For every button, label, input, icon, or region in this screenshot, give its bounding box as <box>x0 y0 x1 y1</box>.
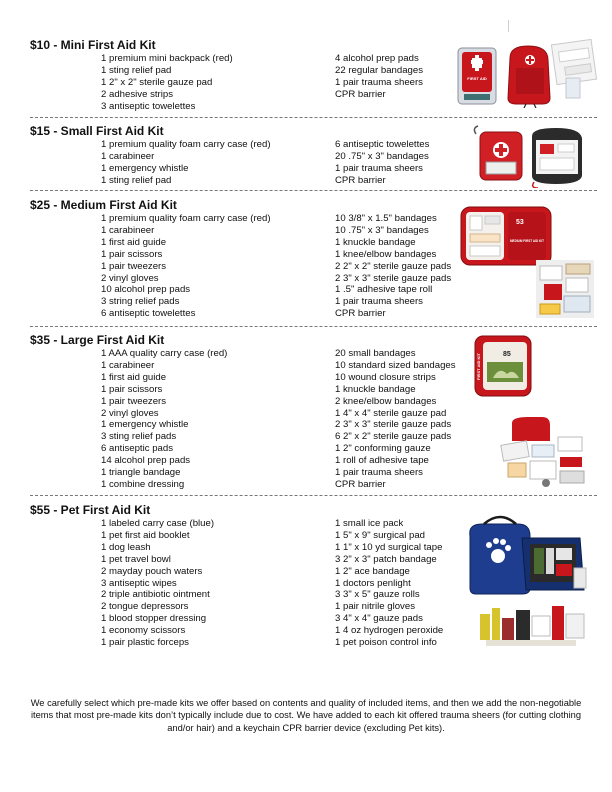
list-item: 1 blood stopper dressing <box>101 613 207 625</box>
list-item: 1 pair trauma sheers <box>335 467 423 479</box>
kit-title: $10 - Mini First Aid Kit <box>30 38 156 52</box>
list-item: 4 alcohol prep pads <box>335 53 419 64</box>
list-item: 1 4" x 4" sterile gauze pad <box>335 407 447 419</box>
page-marker <box>508 20 509 32</box>
list-item: 1 pair trauma sheers <box>335 76 423 88</box>
list-item: 1 2" x 2" sterile gauze pad <box>101 76 213 88</box>
list-item: 20 small bandages <box>335 348 416 359</box>
list-item: 1 combine dressing <box>101 478 185 490</box>
list-item: 1 pair scissors <box>101 383 163 395</box>
list-item: 1 carabineer <box>101 359 155 371</box>
footer-note: We carefully select which pre-made kits we offer based on contents and quality of included items, and then we add the non-negotiable items that most pre-made kits don’t typically include due to cost. We have added to each kit offered trauma sheers (for cutting clothing and/or hair) and a keychain CPR barrier device (excluding Pet kits). <box>30 698 582 733</box>
list-item: 1 labeled carry case (blue) <box>101 518 215 529</box>
section-divider <box>30 190 597 191</box>
list-item: 6 antiseptic towelettes <box>335 139 430 150</box>
list-item: 10 standard sized bandages <box>335 359 456 371</box>
list-item: 10 3/8" x 1.5" bandages <box>335 213 437 224</box>
section-divider <box>30 326 597 327</box>
list-item: 14 alcohol prep pads <box>101 455 191 467</box>
small-kit-photo <box>470 124 590 188</box>
list-item: 1 pet first aid booklet <box>101 529 190 541</box>
list-item: 6 2" x 2" sterile gauze pads <box>335 431 452 443</box>
case-count-label: 85 <box>503 351 511 358</box>
medium-kit-contents-photo <box>536 260 594 318</box>
list-item: 1 premium quality foam carry case (red) <box>101 213 271 224</box>
list-item: 2 3" x 3" sterile gauze pads <box>335 419 452 431</box>
list-item: 10 .75" x 3" bandages <box>335 224 429 236</box>
list-item: 1 .5" adhesive tape roll <box>335 284 433 296</box>
list-item: 1 carabineer <box>101 224 155 236</box>
large-kit-photo <box>473 334 535 398</box>
list-item: 20 .75" x 3" bandages <box>335 150 429 162</box>
list-item: 6 antiseptic pads <box>101 443 173 455</box>
list-item: 1 pair nitrile gloves <box>335 601 415 613</box>
list-item: 1 pair tweezers <box>101 395 167 407</box>
list-item: 3 string relief pads <box>101 296 180 308</box>
list-item: 2 adhesive strips <box>101 88 173 100</box>
list-item: 1 2" conforming gauze <box>335 443 431 455</box>
list-item: 1 pair scissors <box>101 248 163 260</box>
kit-title: $35 - Large First Aid Kit <box>30 333 165 347</box>
list-item: 1 emergency whistle <box>101 162 189 174</box>
contents-right <box>335 139 457 187</box>
list-item: 2 tongue depressors <box>101 601 189 613</box>
list-item: 1 triangle bandage <box>101 467 181 479</box>
list-item: 3 sting relief pads <box>101 431 177 443</box>
list-item: 3 4" x 4" gauze pads <box>335 613 423 625</box>
list-item: 6 antiseptic towelettes <box>101 308 196 320</box>
contents-right <box>335 53 457 101</box>
list-item: 1 pet poison control info <box>335 637 437 649</box>
pet-kit-contents-photo <box>476 600 588 650</box>
pouch-label: FIRST AID <box>467 76 487 81</box>
list-item: 1 doctors penlight <box>335 577 411 589</box>
list-item: 1 emergency whistle <box>101 419 189 431</box>
list-item: 1 pair trauma sheers <box>335 162 423 174</box>
contents-right <box>335 518 457 649</box>
list-item: CPR barrier <box>335 478 386 490</box>
list-item: 3 antiseptic wipes <box>101 577 177 589</box>
mini-kit-photo <box>456 38 600 108</box>
list-item: 2 triple antibiotic ointment <box>101 589 210 601</box>
list-item: 2 knee/elbow bandages <box>335 395 437 407</box>
list-item: 1 dog leash <box>101 541 151 553</box>
list-item: 1 small ice pack <box>335 518 404 529</box>
list-item: 1 premium mini backpack (red) <box>101 53 233 64</box>
section-divider <box>30 117 597 118</box>
list-item: 2 vinyl gloves <box>101 407 159 419</box>
list-item: 1 1" x 10 yd surgical tape <box>335 541 443 553</box>
list-item: 1 first aid guide <box>101 371 167 383</box>
case-side-label: FIRST AID KIT <box>476 353 481 380</box>
list-item: 1 economy scissors <box>101 625 186 637</box>
list-item: 1 5" x 9" surgical pad <box>335 529 426 541</box>
list-item: 3 2" x 3" patch bandage <box>335 553 437 565</box>
list-item: 1 premium quality foam carry case (red) <box>101 139 271 150</box>
list-item: 10 alcohol prep pads <box>101 284 191 296</box>
contents-left <box>101 53 233 113</box>
pet-kit-photo <box>462 508 590 598</box>
list-item: CPR barrier <box>335 174 386 186</box>
list-item: 1 pair tweezers <box>101 260 167 272</box>
list-item: 2 3" x 3" sterile gauze pads <box>335 272 452 284</box>
list-item: 10 wound closure strips <box>335 371 436 383</box>
list-item: CPR barrier <box>335 88 386 100</box>
list-item: CPR barrier <box>335 308 386 320</box>
large-kit-contents-photo <box>498 417 588 489</box>
contents-left <box>101 518 214 649</box>
medium-kit-photo <box>460 206 552 266</box>
list-item: 3 antiseptic towelettes <box>101 100 196 112</box>
section-divider <box>30 495 597 496</box>
list-item: 1 roll of adhesive tape <box>335 455 429 467</box>
case-title-label: MEDIUM FIRST AID KIT <box>510 239 545 243</box>
list-item: 1 sting relief pad <box>101 174 172 186</box>
list-item: 1 4 oz hydrogen peroxide <box>335 625 444 637</box>
list-item: 22 regular bandages <box>335 64 424 76</box>
list-item: 1 pair plastic forceps <box>101 637 189 649</box>
list-item: 1 knuckle bandage <box>335 236 416 248</box>
list-item: 1 pair trauma sheers <box>335 296 423 308</box>
contents-left <box>101 139 271 187</box>
list-item: 1 first aid guide <box>101 236 167 248</box>
case-count-label: 53 <box>516 219 524 226</box>
contents-left <box>101 213 271 320</box>
list-item: 1 sting relief pad <box>101 64 172 76</box>
contents-right <box>335 348 457 491</box>
list-item: 2 mayday pouch waters <box>101 565 203 577</box>
contents-left <box>101 348 227 491</box>
kit-title: $25 - Medium First Aid Kit <box>30 198 177 212</box>
list-item: 1 knee/elbow bandages <box>335 248 437 260</box>
kit-title: $15 - Small First Aid Kit <box>30 124 164 138</box>
list-item: 1 knuckle bandage <box>335 383 416 395</box>
list-item: 1 2" ace bandage <box>335 565 410 577</box>
list-item: 2 vinyl gloves <box>101 272 159 284</box>
list-item: 2 2" x 2" sterile gauze pads <box>335 260 452 272</box>
list-item: 1 carabineer <box>101 150 155 162</box>
list-item: 1 AAA quality carry case (red) <box>101 348 228 359</box>
list-item: 1 pet travel bowl <box>101 553 171 565</box>
list-item: 3 3" x 5" gauze rolls <box>335 589 420 601</box>
kit-title: $55 - Pet First Aid Kit <box>30 503 151 517</box>
contents-right <box>335 213 457 320</box>
